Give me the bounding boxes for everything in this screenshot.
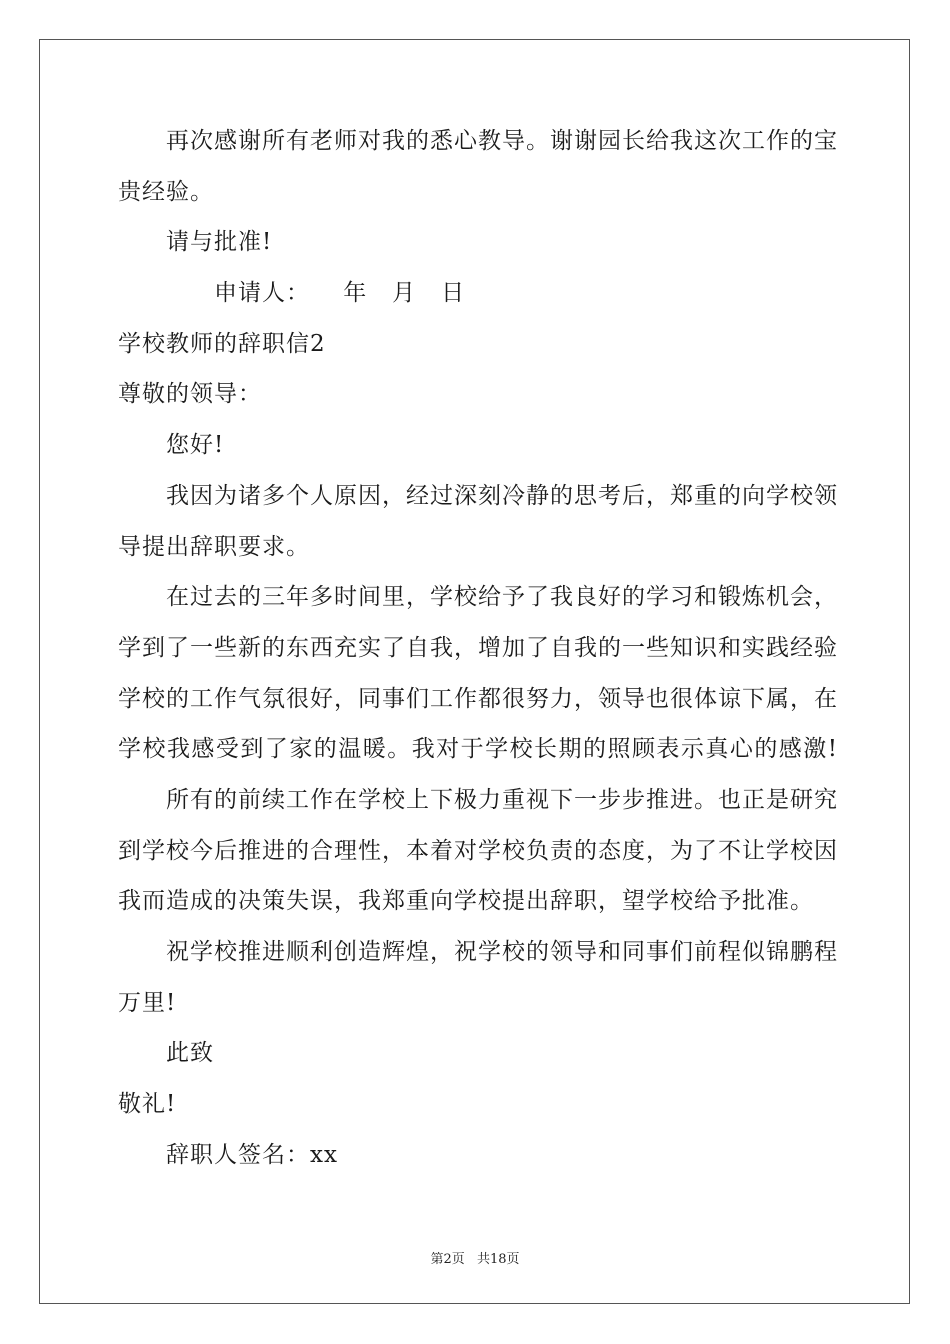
- paragraph-line: 祝学校推进顺利创造辉煌，祝学校的领导和同事们前程似锦鹏程: [166, 939, 838, 965]
- applicant-line: 申请人： 年 月 日: [214, 280, 466, 307]
- paragraph-line: 导提出辞职要求。: [118, 533, 310, 560]
- letter-title: 学校教师的辞职信2: [118, 330, 326, 357]
- closing-line: 敬礼!: [118, 1091, 177, 1118]
- paragraph-line: 贵经验。: [118, 178, 214, 205]
- letter-body: [118, 128, 838, 1192]
- page-footer: [0, 1248, 950, 1267]
- paragraph-line: 我因为诸多个人原因，经过深刻冷静的思考后，郑重的向学校领: [166, 482, 838, 509]
- paragraph-line: 万里!: [118, 989, 177, 1016]
- paragraph-line: 我而造成的决策失误，我郑重向学校提出辞职，望学校给予批准。: [118, 888, 814, 915]
- signature-line: 辞职人签名：xx: [166, 1141, 338, 1168]
- paragraph-line: 请与批准!: [166, 229, 273, 256]
- paragraph-line: 再次感谢所有老师对我的悉心教导。谢谢园长给我这次工作的宝: [166, 128, 838, 154]
- paragraph-line: 学校的工作气氛很好，同事们工作都很努力，领导也很体谅下属，在: [118, 685, 838, 712]
- paragraph-line: 所有的前续工作在学校上下极力重视下一步步推进。也正是研究: [166, 786, 838, 813]
- paragraph-line: 学校我感受到了家的温暖。我对于学校长期的照顾表示真心的感激!: [118, 736, 838, 763]
- page-total: 共18页: [476, 1252, 520, 1267]
- page-number: 第2页: [430, 1252, 465, 1267]
- salutation: 尊敬的领导：: [118, 381, 262, 408]
- greeting: 您好!: [166, 432, 225, 459]
- paragraph-line: 学到了一些新的东西充实了自我，增加了自我的一些知识和实践经验: [118, 634, 838, 661]
- paragraph-line: 在过去的三年多时间里，学校给予了我良好的学习和锻炼机会，: [166, 584, 838, 611]
- closing-line: 此致: [166, 1040, 214, 1067]
- paragraph-line: 到学校今后推进的合理性，本着对学校负责的态度，为了不让学校因: [118, 837, 838, 864]
